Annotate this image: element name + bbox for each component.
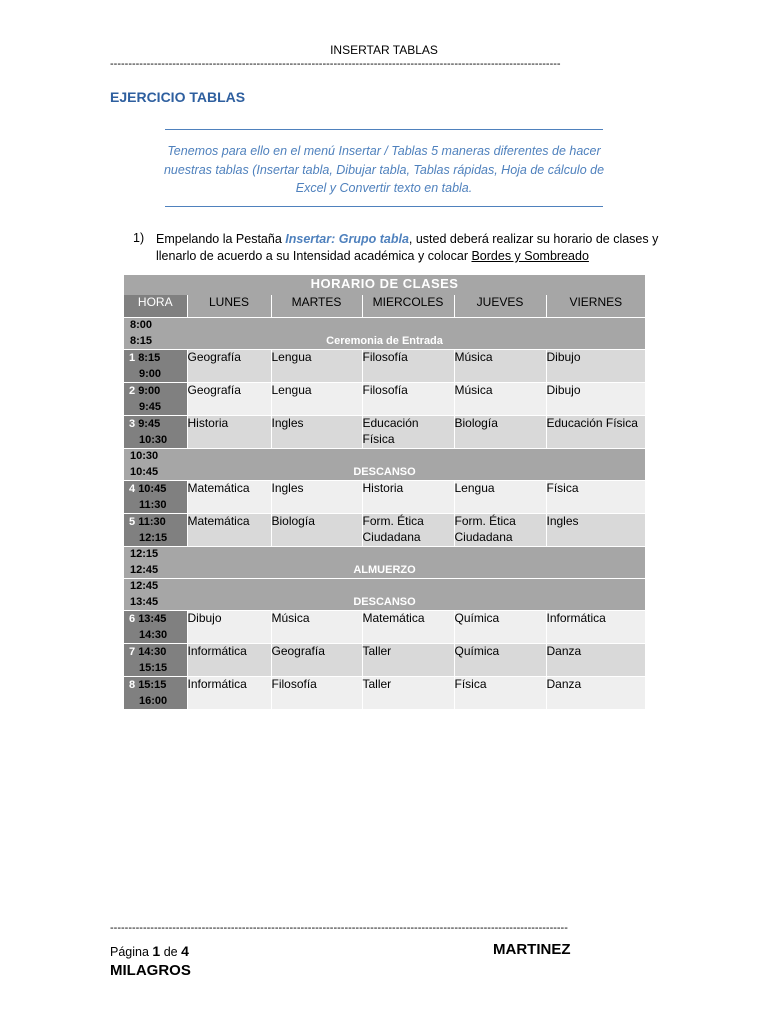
period-number: 2: [129, 385, 136, 397]
period-end: 16:00: [139, 694, 168, 707]
break-label: ALMUERZO: [353, 563, 416, 576]
period-end: 11:30: [139, 498, 167, 511]
period-number: 8: [129, 679, 136, 691]
period-start: 9:00: [138, 385, 161, 397]
subject-cell: Matemática: [362, 611, 454, 644]
subject-cell: Música: [271, 611, 362, 644]
page-total: 4: [181, 943, 189, 959]
page-current: 1: [152, 943, 161, 959]
schedule-class-row: [124, 644, 645, 677]
period-end: 10:30: [139, 433, 168, 446]
instruction-number: 1): [133, 231, 145, 245]
instruction-part2: , usted deberá realizar su horario de clases y llenarlo de acuerdo a su Intensidad académica y colocar: [156, 232, 659, 263]
schedule-class-row: [124, 514, 645, 547]
period-start: 15:15: [138, 679, 167, 691]
schedule-break-row: [124, 547, 645, 579]
period-start: 14:30: [138, 646, 167, 658]
header-divider: ---------------------------------------------------------------------------------------------------------------------------: [110, 58, 561, 70]
period-start: 10:45: [138, 483, 167, 495]
subject-cell: Historia: [362, 481, 454, 514]
subject-cell: Ingles: [271, 416, 362, 449]
break-cell: [124, 449, 645, 481]
break-end-row: 13:45 DESCANSO: [130, 595, 645, 611]
schedule-table: [124, 275, 645, 709]
subject-cell: Biología: [454, 416, 546, 449]
page-header-title: INSERTAR TABLAS: [330, 43, 438, 57]
schedule-class-row: [124, 416, 645, 449]
subject-cell: Lengua: [271, 350, 362, 383]
subject-cell: Form. Ética Ciudadana: [362, 514, 454, 547]
subject-cell: Física: [546, 481, 645, 514]
period-number: 3: [129, 418, 136, 430]
schedule-break-row: [124, 449, 645, 481]
period-number: 5: [129, 516, 136, 528]
schedule-class-row: [124, 350, 645, 383]
period-number: 6: [129, 613, 136, 625]
subject-cell: Danza: [546, 644, 645, 677]
subject-cell: Geografía: [187, 350, 271, 383]
subject-cell: Matemática: [187, 481, 271, 514]
schedule-break-row: [124, 318, 645, 350]
break-start: 12:45: [130, 580, 159, 592]
subject-cell: Música: [454, 383, 546, 416]
schedule-title: HORARIO DE CLASES: [124, 275, 645, 295]
callout-text: Tenemos para ello en el menú Insertar / Tablas 5 maneras diferentes de hacer nuestras tablas (Insertar tabla, Dibujar tabla, Tablas rápidas, Hoja de cálculo de Excel y Convertir texto en tabla.: [163, 144, 605, 195]
period-number: 4: [129, 483, 136, 495]
subject-cell: Música: [454, 350, 546, 383]
subject-cell: Biología: [271, 514, 362, 547]
break-label: DESCANSO: [353, 465, 416, 478]
break-start: 12:15: [130, 548, 159, 560]
instruction-part1: Empelando la Pestaña: [156, 232, 286, 246]
period-start: 9:45: [138, 418, 161, 430]
period-end: 12:15: [139, 531, 168, 544]
hour-cell: [124, 383, 187, 416]
schedule-class-row: [124, 383, 645, 416]
subject-cell: Informática: [187, 644, 271, 677]
break-end-row: 10:45 DESCANSO: [130, 465, 645, 481]
schedule-class-row: [124, 481, 645, 514]
subject-cell: Lengua: [454, 481, 546, 514]
subject-cell: Ingles: [271, 481, 362, 514]
period-start: 13:45: [138, 613, 167, 625]
schedule-class-row: [124, 611, 645, 644]
subject-cell: Danza: [546, 677, 645, 710]
subject-cell: Química: [454, 611, 546, 644]
hour-cell: [124, 644, 187, 677]
footer-divider: -----------------------------------------------------------------------------------------------------------------------------: [110, 922, 568, 934]
page-word: Página: [110, 945, 149, 959]
period-number: 1: [129, 352, 136, 364]
hour-cell: [124, 416, 187, 449]
author-name: MILAGROS: [110, 962, 191, 979]
hour-cell: [124, 350, 187, 383]
instruction-underlined: Bordes y Sombreado: [471, 249, 589, 263]
break-end-row: 12:45 ALMUERZO: [130, 563, 645, 579]
period-end: 9:45: [139, 400, 162, 413]
subject-cell: Taller: [362, 644, 454, 677]
column-header-miercoles: MIERCOLES: [362, 295, 454, 318]
subject-cell: Física: [454, 677, 546, 710]
hour-cell: [124, 481, 187, 514]
break-label: Ceremonia de Entrada: [326, 334, 443, 347]
period-start: 8:15: [138, 352, 161, 364]
page-of-word: de: [163, 945, 178, 959]
column-header-jueves: JUEVES: [454, 295, 546, 318]
subject-cell: Educación Física: [362, 416, 454, 449]
exercise-heading: EJERCICIO TABLAS: [110, 89, 246, 105]
instruction-highlight: Insertar: Grupo tabla: [285, 232, 409, 246]
break-cell: [124, 318, 645, 350]
hour-cell: [124, 514, 187, 547]
break-start: 8:00: [130, 319, 153, 331]
subject-cell: Taller: [362, 677, 454, 710]
break-end-row: 8:15 Ceremonia de Entrada: [130, 334, 645, 350]
schedule-header-row: [124, 295, 645, 318]
column-header-hora: HORA: [124, 295, 187, 318]
subject-cell: Dibujo: [546, 383, 645, 416]
schedule-class-row: [124, 677, 645, 710]
subject-cell: Geografía: [271, 644, 362, 677]
period-start: 11:30: [138, 516, 166, 528]
callout-bottom-rule: [165, 206, 603, 207]
period-end: 14:30: [139, 628, 168, 641]
instruction-text: [156, 231, 666, 265]
subject-cell: Filosofía: [362, 350, 454, 383]
break-label: DESCANSO: [353, 595, 416, 608]
period-number: 7: [129, 646, 136, 658]
callout-top-rule: [165, 129, 603, 130]
period-end: 15:15: [139, 661, 168, 674]
column-header-viernes: VIERNES: [546, 295, 645, 318]
hour-cell: [124, 677, 187, 710]
page-number: [110, 943, 189, 959]
subject-cell: Química: [454, 644, 546, 677]
column-header-lunes: LUNES: [187, 295, 271, 318]
column-header-martes: MARTES: [271, 295, 362, 318]
author-surname: MARTINEZ: [493, 941, 571, 958]
break-cell: [124, 579, 645, 611]
subject-cell: Informática: [187, 677, 271, 710]
hour-cell: [124, 611, 187, 644]
break-cell: [124, 547, 645, 579]
subject-cell: Geografía: [187, 383, 271, 416]
subject-cell: Ingles: [546, 514, 645, 547]
subject-cell: Dibujo: [187, 611, 271, 644]
subject-cell: Form. Ética Ciudadana: [454, 514, 546, 547]
subject-cell: Historia: [187, 416, 271, 449]
period-end: 9:00: [139, 367, 162, 380]
subject-cell: Dibujo: [546, 350, 645, 383]
subject-cell: Lengua: [271, 383, 362, 416]
subject-cell: Educación Física: [546, 416, 645, 449]
subject-cell: Informática: [546, 611, 645, 644]
schedule-break-row: [124, 579, 645, 611]
subject-cell: Filosofía: [362, 383, 454, 416]
subject-cell: Matemática: [187, 514, 271, 547]
break-start: 10:30: [130, 450, 159, 462]
subject-cell: Filosofía: [271, 677, 362, 710]
